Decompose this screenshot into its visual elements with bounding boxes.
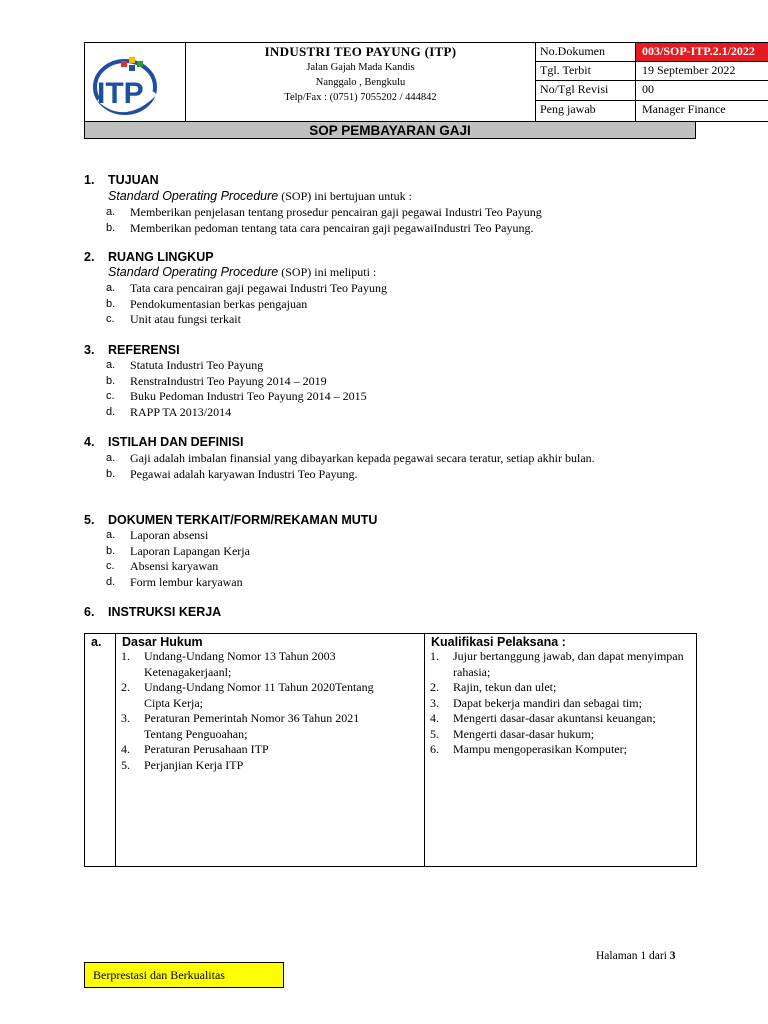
section-ruang-lingkup-list — [106, 281, 666, 328]
list-marker: b. — [106, 374, 116, 387]
list-item — [116, 758, 390, 774]
section-dokumen-list — [106, 528, 666, 590]
company-address-2: Nanggalo , Bengkulu — [315, 77, 406, 88]
list-item — [116, 680, 390, 711]
list-marker: d. — [106, 405, 116, 418]
list-marker: d. — [106, 575, 116, 588]
list-item — [106, 281, 666, 297]
list-item — [106, 297, 666, 313]
list-marker: 4. — [430, 711, 439, 725]
list-item — [106, 374, 666, 390]
list-text: Perjanjian Kerja ITP — [144, 757, 244, 772]
intro-text: (SOP) ini meliputi : — [278, 265, 377, 279]
list-marker: 2. — [121, 680, 130, 694]
instruksi-table — [84, 633, 697, 867]
list-text: Laporan Lapangan Kerja — [130, 543, 250, 558]
section-title: RUANG LINGKUP — [108, 250, 214, 264]
list-item — [425, 696, 686, 712]
meta-docno-value: 003/SOP-ITP.2.1/2022 — [635, 42, 768, 62]
meta-pic-label: Peng jawab — [535, 100, 636, 122]
itp-logo — [85, 43, 185, 121]
list-text: Form lembur karyawan — [130, 574, 243, 589]
section-tujuan-intro — [108, 189, 412, 204]
company-phone: Telp/Fax : (0751) 7055202 / 444842 — [284, 92, 437, 103]
list-text: Buku Pedoman Industri Teo Payung 2014 – 2015 — [130, 389, 367, 403]
list-text: Mengerti dasar-dasar akuntansi keuangan; — [453, 711, 656, 725]
section-title: TUJUAN — [108, 173, 159, 187]
list-item — [425, 742, 686, 758]
list-marker: 1. — [430, 649, 439, 663]
list-item — [106, 221, 666, 237]
dasar-hukum-heading: Dasar Hukum — [122, 635, 203, 649]
dasar-hukum-cell — [116, 634, 425, 866]
list-text: Statuta Industri Teo Payung — [130, 358, 264, 372]
section-number: 3. — [84, 343, 95, 357]
dasar-hukum-list — [116, 649, 424, 773]
list-item — [106, 544, 666, 560]
list-marker: b. — [106, 221, 116, 234]
row-marker-cell — [85, 634, 116, 866]
list-text: Peraturan Pemerintah Nomor 36 Tahun 2021 Tentang Penguoahan; — [144, 711, 360, 741]
list-item — [106, 312, 666, 328]
section-ruang-lingkup-heading — [84, 250, 214, 264]
section-title: REFERENSI — [108, 343, 180, 357]
list-text: Pegawai adalah karyawan Industri Teo Payung. — [130, 466, 358, 481]
list-text: RenstraIndustri Teo Payung 2014 – 2019 — [130, 373, 327, 388]
list-item — [106, 205, 666, 221]
section-title: DOKUMEN TERKAIT/FORM/REKAMAN MUTU — [108, 513, 378, 527]
list-marker: a. — [106, 452, 116, 464]
document-header — [84, 42, 755, 139]
section-dokumen-heading — [84, 513, 377, 527]
document-title: SOP PEMBAYARAN GAJI — [84, 121, 696, 139]
section-number: 5. — [84, 513, 95, 527]
list-marker: c. — [106, 313, 115, 325]
company-name: INDUSTRI TEO PAYUNG (ITP) — [264, 44, 457, 59]
list-marker: b. — [106, 297, 116, 310]
list-text: Dapat bekerja mandiri dan sebagai tim; — [453, 695, 642, 710]
list-item — [116, 711, 390, 742]
logo-cell — [84, 42, 186, 122]
company-info — [185, 42, 536, 122]
list-item — [106, 405, 666, 421]
section-tujuan-list — [106, 205, 666, 236]
meta-date-value: 19 September 2022 — [635, 61, 768, 81]
meta-docno-label: No.Dokumen — [535, 42, 636, 62]
list-text: Jujur bertanggung jawab, dan dapat menyimpan rahasia; — [453, 649, 684, 679]
list-text: Undang-Undang Nomor 11 Tahun 2020Tentang Cipta Kerja; — [144, 680, 374, 710]
kualifikasi-cell — [425, 634, 696, 866]
meta-revision-value: 00 — [635, 80, 768, 101]
intro-text: (SOP) ini bertujuan untuk : — [278, 189, 412, 203]
list-item — [106, 528, 666, 544]
list-marker: a. — [106, 359, 116, 371]
list-text: Pendokumentasian berkas pengajuan — [130, 296, 308, 311]
list-item — [425, 711, 686, 727]
list-marker: 2. — [430, 680, 439, 694]
list-item — [116, 649, 390, 680]
section-referensi-list — [106, 358, 666, 420]
list-item — [116, 742, 390, 758]
kualifikasi-heading: Kualifikasi Pelaksana : — [431, 635, 566, 649]
list-item — [106, 575, 666, 591]
list-text: Tata cara pencairan gaji pegawai Industri Teo Payung — [130, 281, 387, 295]
section-number: 6. — [84, 605, 95, 619]
list-marker: 4. — [121, 742, 130, 756]
list-text: Mampu mengoperasikan Komputer; — [453, 742, 627, 756]
section-instruksi-heading — [84, 605, 221, 619]
list-item — [106, 358, 666, 374]
page-prefix: Halaman 1 dari — [596, 950, 670, 962]
list-text: Absensi karyawan — [130, 559, 219, 573]
list-marker: a. — [106, 206, 116, 218]
page-number — [596, 950, 676, 962]
section-tujuan-heading — [84, 173, 159, 187]
list-text: Unit atau fungsi terkait — [130, 312, 241, 326]
list-item — [425, 649, 686, 680]
list-marker: a. — [106, 282, 116, 294]
list-item — [106, 559, 666, 575]
meta-date-label: Tgl. Terbit — [535, 61, 636, 81]
list-text: Memberikan penjelasan tentang prosedur pencairan gaji pegawai Industri Teo Payung — [130, 205, 542, 219]
list-text: Undang-Undang Nomor 13 Tahun 2003 Ketenagakerjaanl; — [144, 649, 336, 679]
section-istilah-list — [106, 451, 646, 482]
list-text: Mengerti dasar-dasar hukum; — [453, 726, 595, 741]
list-marker: 6. — [430, 742, 439, 756]
section-istilah-heading — [84, 435, 243, 449]
list-marker: c. — [106, 390, 115, 402]
list-marker: 5. — [430, 726, 439, 741]
footer-motto: Berprestasi dan Berkualitas — [84, 962, 284, 988]
list-text: RAPP TA 2013/2014 — [130, 404, 232, 419]
section-number: 1. — [84, 173, 95, 187]
row-marker: a. — [91, 635, 102, 649]
section-number: 4. — [84, 435, 95, 449]
list-marker: b. — [106, 544, 116, 557]
list-text: Gaji adalah imbalan finansial yang dibayarkan kepada pegawai secara teratur, setiap akhir bulan. — [130, 451, 595, 465]
meta-pic-value: Manager Finance — [635, 100, 768, 122]
list-marker: c. — [106, 560, 115, 572]
list-text: Peraturan Perusahaan ITP — [144, 742, 269, 756]
svg-text:ITP: ITP — [97, 77, 144, 110]
list-text: Laporan absensi — [130, 528, 209, 542]
list-item — [106, 389, 666, 405]
list-marker: a. — [106, 529, 116, 541]
intro-italic: Standard Operating Procedure — [108, 189, 279, 203]
meta-revision-label: No/Tgl Revisi — [535, 80, 636, 101]
list-item — [425, 727, 686, 743]
list-marker: 3. — [121, 711, 130, 725]
list-item — [425, 680, 686, 696]
section-title: ISTILAH DAN DEFINISI — [108, 435, 244, 449]
section-referensi-heading — [84, 343, 180, 357]
page-total: 3 — [669, 950, 676, 962]
list-item — [106, 467, 646, 483]
list-marker: 1. — [121, 649, 130, 663]
list-marker: 5. — [121, 757, 130, 772]
intro-italic: Standard Operating Procedure — [108, 265, 279, 279]
list-marker: b. — [106, 467, 116, 480]
section-title: INSTRUKSI KERJA — [108, 605, 222, 619]
list-item — [106, 451, 646, 467]
list-marker: 3. — [430, 695, 439, 710]
company-address-1: Jalan Gajah Mada Kandis — [306, 62, 415, 73]
section-number: 2. — [84, 250, 95, 264]
list-text: Rajin, tekun dan ulet; — [453, 680, 557, 694]
kualifikasi-list — [425, 649, 696, 758]
list-text: Memberikan pedoman tentang tata cara pencairan gaji pegawaiIndustri Teo Payung. — [130, 220, 534, 235]
section-ruang-lingkup-intro — [108, 265, 376, 280]
